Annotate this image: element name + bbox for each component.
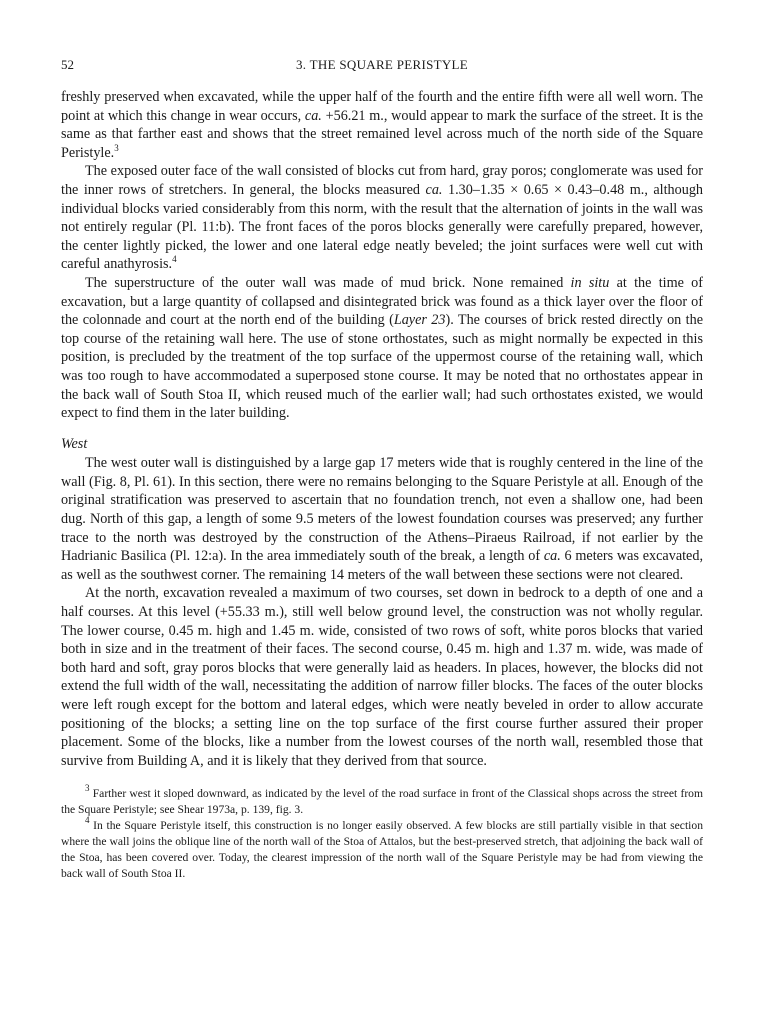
paragraph-4: The west outer wall is distinguished by a large gap 17 meters wide that is roughly centered in the line of the wall (Fig. 8, Pl. 61). In this section, there were no remains belonging to the Square Peristyle at all. Enough of the original stratification was preserved to ascertain that no foundation trench, not even a shallow one, had been dug. North of this gap, a length of some 9.5 meters of the lowest foundation courses was preserved; any further trace to the north was destroyed by the construction of the Athens–Piraeus Railroad, if not earlier by the Hadrianic Basilica (Pl. 12:a). In the area immediately south of the break, a length of ca. 6 meters was excavated, as well as the southwest corner. The remaining 14 meters of the wall between these sections were not cleared. <box>61 455 703 583</box>
paragraph-3: The superstructure of the outer wall was made of mud brick. None remained in situ at the time of excavation, but a large quantity of collapsed and disintegrated brick was found as a thick layer over the floor of the colonnade and court at the north end of the building (Layer 23). The courses of brick rested directly on the top course of the retaining wall here. The use of stone orthostates, such as might normally be expected in this position, is precluded by the treatment of the top surface of the uppermost course of the retaining wall, which was too rough to have accommodated a superposed stone course. It may be noted that no orthostates appear in the back wall of South Stoa II, which reused much of the earlier wall; had such orthostates existed, we would expect to find them in the later building. <box>61 274 703 422</box>
section-heading-west: West <box>61 435 88 452</box>
paragraph-1: freshly preserved when excavated, while the upper half of the fourth and the entire fifth were all well worn. The point at which this change in wear occurs, ca. +56.21 m., would appear to mark the surface of the street. It is the same as that farther east and shows that the street remained level across much of the north side of the Square Peristyle.$^3$ <box>61 89 704 161</box>
footnotes <box>61 783 703 882</box>
footnote-number: 3 <box>85 783 90 794</box>
footnote-4: $^4$ In the Square Peristyle itself, this construction is no longer easily observed. A few blocks are still partially visible in that section where the wall joins the oblique line of the north wall of the Stoa of Attalos, but the best-preserved stretch, that adjoining the back wall of the Stoa, has been covered over. Today, the clearest impression of the north wall of the Square Peristyle may be had from viewing the back wall of South Stoa II. <box>61 815 703 881</box>
footnote-number: 4 <box>85 815 90 826</box>
page-header <box>61 52 703 74</box>
body-text <box>61 88 703 770</box>
document-page <box>61 52 703 882</box>
paragraph-5: At the north, excavation revealed a maximum of two courses, set down in bedrock to a depth of one and a half courses. At this level (+55.33 m.), still well below ground level, the construction was not wholly regular. The lower course, 0.45 m. high and 1.45 m. wide, consisted of two rows of soft, white poros blocks that varied both in size and in the treatment of their faces. The second course, 0.45 m. high and 1.37 m. wide, was made of both hard and soft, gray poros blocks that were generally laid as headers. In places, however, the blocks did not extend the full width of the wall, necessitating the addition of narrow filler blocks. The faces of the outer blocks were left rough except for the bottom and lateral edges, which were neatly beveled in order to allow accurate positioning of the blocks; a setting line on the top surface of the first course further assured their proper placement. Some of the blocks, like a number from the lowest courses of the north wall, resembled those that survive from Building A, and it is likely that they derived from that source. <box>61 585 703 769</box>
running-head: 3. THE SQUARE PERISTYLE <box>295 57 469 72</box>
footnote-ref-4[interactable]: 4 <box>172 254 177 265</box>
footnote-3: $^3$ Farther west it sloped downward, as indicated by the level of the road surface in front of the Classical shops across the street from the Square Peristyle; see Shear 1973a, p. 139, fig. 3. <box>61 783 703 817</box>
footnote-ref-3[interactable]: 3 <box>114 142 119 153</box>
paragraph-2: The exposed outer face of the wall consisted of blocks cut from hard, gray poros; conglomerate was used for the inner rows of stretchers. In general, the blocks measured ca. 1.30–1.35 × 0.65 × 0.43–0.48 m., although individual blocks varied considerably from this norm, with the result that the alternation of joints in the wall was not entirely regular (Pl. 11:b). The front faces of the poros blocks generally were carefully prepared, however, the center lightly picked, the lower and one lateral edge neatly beveled; the joint surfaces were well cut with careful anathyrosis.$^4$ <box>61 163 704 273</box>
page-number: 52 <box>61 57 74 72</box>
